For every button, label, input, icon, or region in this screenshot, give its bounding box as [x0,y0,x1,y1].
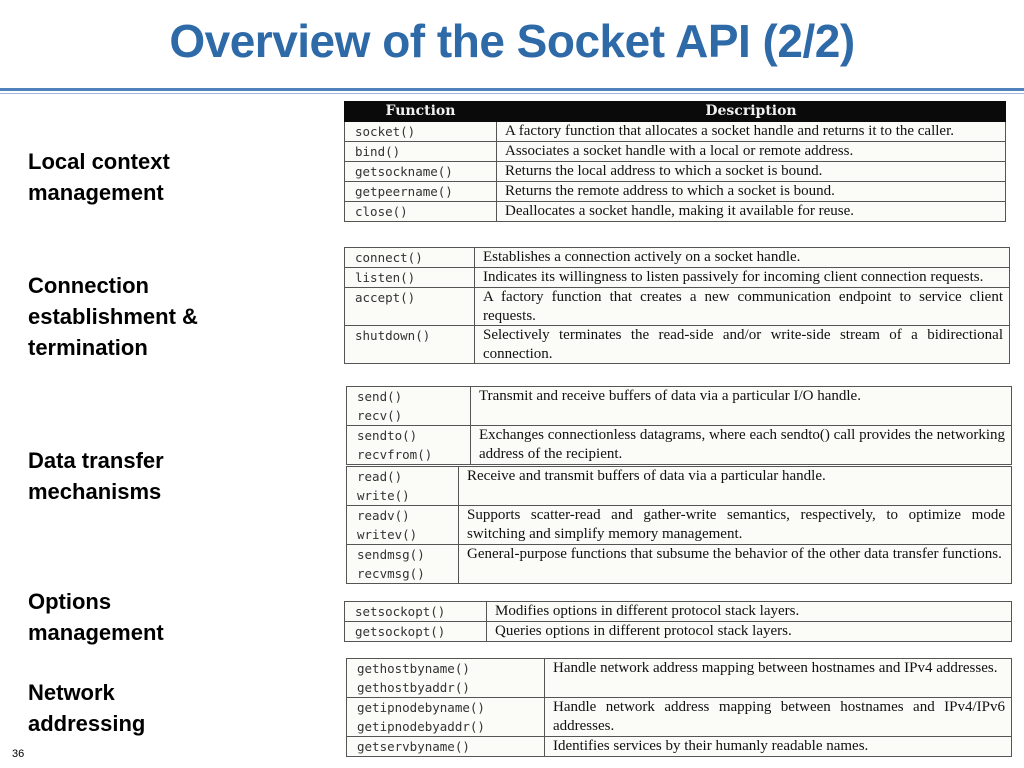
function-description: Selectively terminates the read-side and/or write-side stream of a bidirectional connection. [475,326,1010,364]
header-description: Description [497,102,1006,122]
function-name: recvfrom() [357,447,433,462]
table-row [347,467,1012,506]
function-name: writev() [357,527,418,542]
table-data-transfer-rw [346,466,1012,584]
title-rule [0,88,1024,91]
function-name: getservbyname() [357,739,470,754]
table-row [345,622,1012,642]
table-options [344,601,1012,642]
table-row [347,659,1012,698]
function-name: getpeername() [355,183,453,199]
function-name: listen() [355,270,416,285]
function-name: recv() [357,408,403,423]
function-name: send() [357,389,403,404]
function-name: shutdown() [355,328,431,343]
table-row [345,201,1006,221]
function-name: getipnodebyaddr() [357,719,485,734]
function-name: getipnodebyname() [357,700,485,715]
table-row [347,387,1012,426]
function-name: sendmsg() [357,547,425,562]
function-description: Returns the local address to which a socket is bound. [497,161,1006,181]
table-row [345,161,1006,181]
function-description: Returns the remote address to which a socket is bound. [497,181,1006,201]
function-description: Identifies services by their humanly readable names. [545,737,1012,757]
function-name-cell [345,181,497,201]
function-description: Establishes a connection actively on a socket handle. [475,248,1010,268]
function-name-cell [347,698,545,737]
table-data-transfer-io [346,386,1012,465]
table-row [345,268,1010,288]
table-connection [344,247,1010,364]
table-row [345,326,1010,364]
function-name: sendto() [357,428,418,443]
function-name: socket() [355,123,416,139]
title-rule-thin [0,93,1024,94]
function-name-cell [347,467,459,506]
table-row [347,506,1012,545]
table-row [345,121,1006,141]
function-name-cell [347,506,459,545]
slide-title: Overview of the Socket API (2/2) [169,15,855,67]
function-description: Modifies options in different protocol stack layers. [487,602,1012,622]
function-name: bind() [355,143,401,159]
function-description: A factory function that creates a new communication endpoint to service client requests. [475,288,1010,326]
function-name-cell [347,545,459,584]
table-row [347,737,1012,757]
function-name-cell [345,602,487,622]
table-row [345,141,1006,161]
table-row [347,698,1012,737]
function-name: read() [357,469,403,484]
function-name-cell [345,161,497,181]
function-name: connect() [355,250,423,265]
function-description: A factory function that allocates a socket handle and returns it to the caller. [497,121,1006,141]
function-name-cell [345,268,475,288]
function-description: Exchanges connectionless datagrams, where each sendto() call provides the networking address of the recipient. [471,426,1012,465]
function-name-cell [345,326,475,364]
function-name-cell [345,141,497,161]
function-name: gethostbyname() [357,661,470,676]
function-name: getsockname() [355,163,453,179]
table-local-context [344,101,1006,222]
function-name-cell [345,622,487,642]
function-description: Queries options in different protocol stack layers. [487,622,1012,642]
function-description: Handle network address mapping between hostnames and IPv4/IPv6 addresses. [545,698,1012,737]
function-name-cell [345,121,497,141]
category-data-transfer: Data transfer mechanisms [28,448,164,504]
table-row [347,426,1012,465]
function-name: recvmsg() [357,566,425,581]
table-row [345,248,1010,268]
table-row [347,545,1012,584]
function-name-cell [345,201,497,221]
function-description: Handle network address mapping between hostnames and IPv4 addresses. [545,659,1012,698]
function-description: Receive and transmit buffers of data via a particular handle. [459,467,1012,506]
function-name-cell [345,248,475,268]
function-description: Indicates its willingness to listen passively for incoming client connection requests. [475,268,1010,288]
function-name-cell [345,288,475,326]
category-connection: Connection establishment & termination [28,273,198,360]
function-description: Transmit and receive buffers of data via a particular I/O handle. [471,387,1012,426]
header-function: Function [345,102,497,122]
function-name: close() [355,203,408,219]
function-name-cell [347,659,545,698]
category-local-context: Local context management [28,149,170,205]
function-name: write() [357,488,410,503]
function-name: setsockopt() [355,604,446,619]
function-name: getsockopt() [355,624,446,639]
function-name: gethostbyaddr() [357,680,470,695]
category-network-addressing: Network addressing [28,680,146,736]
table-row [345,288,1010,326]
page-number: 36 [12,748,25,760]
function-description: Associates a socket handle with a local or remote address. [497,141,1006,161]
function-name-cell [347,387,471,426]
table-network-addressing [346,658,1012,757]
function-name-cell [347,737,545,757]
table-row [345,181,1006,201]
function-name: accept() [355,290,416,305]
category-options: Options management [28,589,164,645]
function-description: General-purpose functions that subsume the behavior of the other data transfer functions. [459,545,1012,584]
function-name: readv() [357,508,410,523]
function-name-cell [347,426,471,465]
table-row [345,602,1012,622]
function-description: Supports scatter-read and gather-write semantics, respectively, to optimize mode switching and simplify memory management. [459,506,1012,545]
function-description: Deallocates a socket handle, making it available for reuse. [497,201,1006,221]
